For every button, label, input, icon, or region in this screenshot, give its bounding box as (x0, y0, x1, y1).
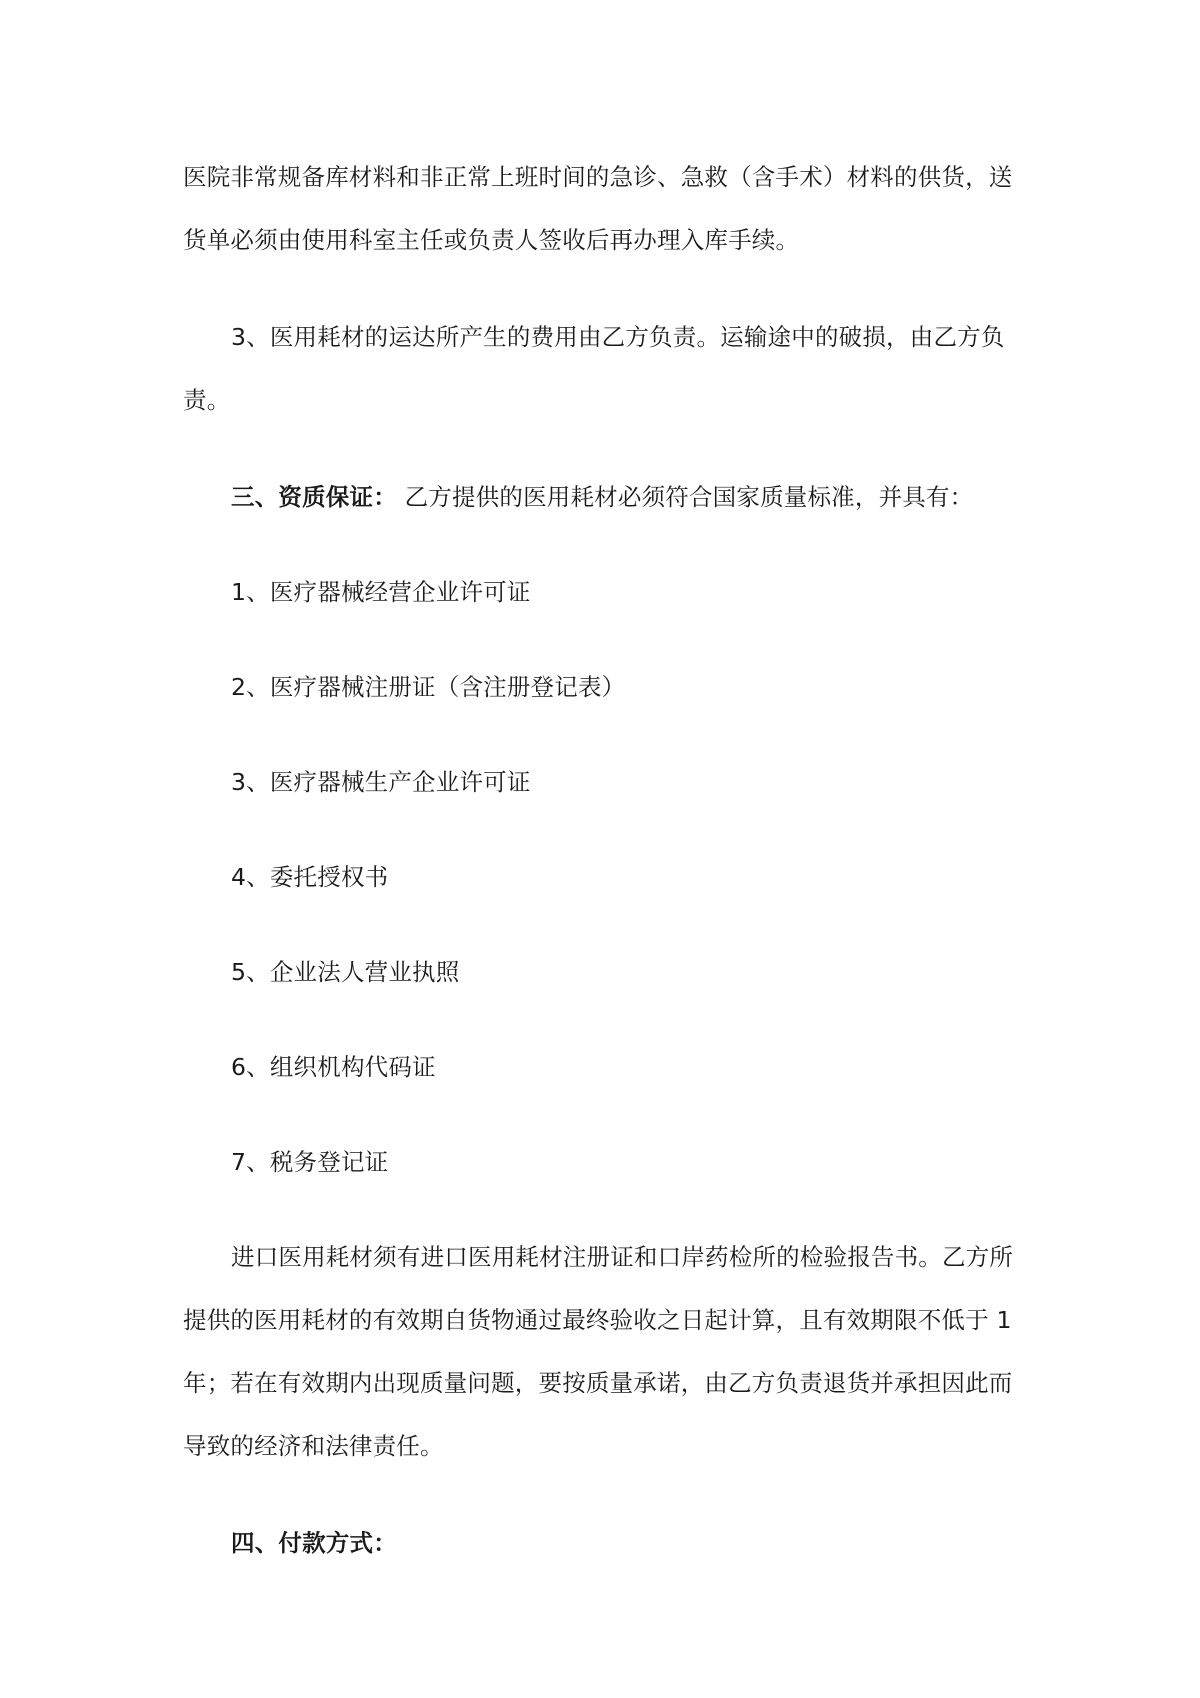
section-3-line (231, 480, 1081, 514)
list-item: 5、企业法人营业执照 (231, 958, 460, 986)
paragraph-line: 导致的经济和法律责任。 (183, 1432, 444, 1460)
paragraph-line: 进口医用耗材须有进口医用耗材注册证和口岸药检所的检验报告书。乙方所 (231, 1243, 1014, 1271)
paragraph-line: 责。 (183, 386, 231, 414)
paragraph-line: 货单必须由使用科室主任或负责人签收后再办理入库手续。 (183, 226, 800, 254)
list-item: 4、委托授权书 (231, 863, 389, 891)
paragraph-line: 年；若在有效期内出现质量问题，要按质量承诺，由乙方负责退货并承担因此而 (183, 1369, 1013, 1397)
section-4-heading: 四、付款方式： (231, 1529, 397, 1557)
list-item: 3、医疗器械生产企业许可证 (231, 768, 531, 796)
section-3-heading: 三、资质保证： (231, 483, 397, 511)
section-3-text: 乙方提供的医用耗材必须符合国家质量标准，并具有： (396, 483, 974, 511)
list-item: 6、组织机构代码证 (231, 1053, 436, 1081)
paragraph-line: 医院非常规备库材料和非正常上班时间的急诊、急救（含手术）材料的供货，送 (183, 163, 1013, 191)
paragraph-line: 提供的医用耗材的有效期自货物通过最终验收之日起计算，且有效期限不低于 1 (183, 1306, 1012, 1334)
list-item: 1、医疗器械经营企业许可证 (231, 578, 531, 606)
list-item: 2、医疗器械注册证（含注册登记表） (231, 673, 626, 701)
paragraph-line: 3、医用耗材的运达所产生的费用由乙方负责。运输途中的破损，由乙方负 (231, 323, 1005, 351)
list-item: 7、税务登记证 (231, 1148, 389, 1176)
